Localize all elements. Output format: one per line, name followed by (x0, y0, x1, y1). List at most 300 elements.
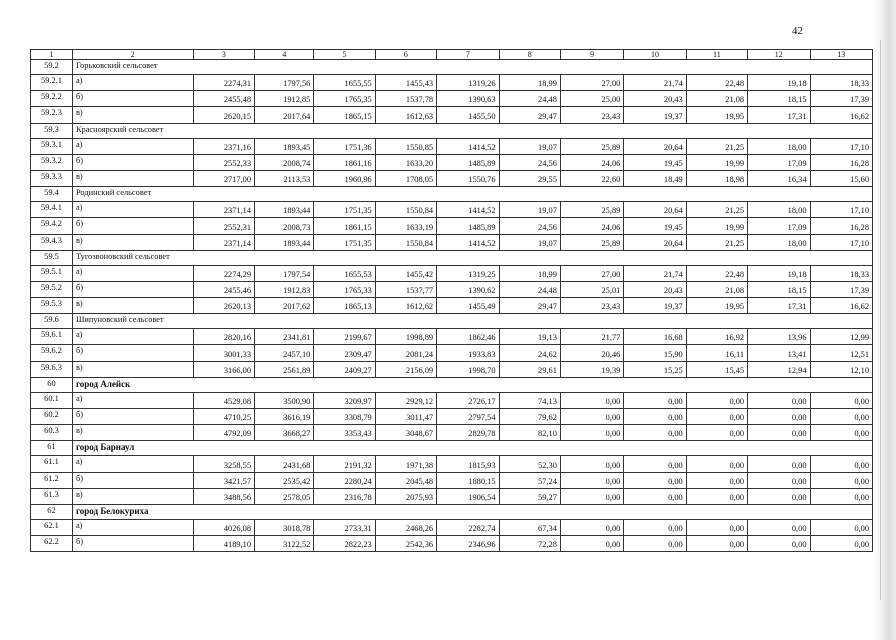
value-cell: 19,13 (499, 329, 560, 345)
value-cell: 1861,15 (314, 218, 375, 234)
value-cell: 0,00 (810, 488, 873, 504)
value-cell: 1414,52 (437, 234, 499, 250)
row-code: 59.2.3 (31, 107, 73, 123)
table-row (31, 265, 873, 281)
section-row (31, 187, 873, 202)
table-row (31, 519, 873, 535)
value-cell: 1893,45 (255, 138, 314, 154)
value-cell: 25,01 (560, 281, 623, 297)
row-label: а) (72, 519, 193, 535)
value-cell: 2552,33 (193, 154, 254, 170)
row-code: 59.4.3 (31, 234, 73, 250)
value-cell: 0,00 (560, 409, 623, 425)
value-cell: 18,33 (810, 265, 873, 281)
row-label: а) (72, 75, 193, 91)
row-code: 61.1 (31, 456, 73, 472)
table-row (31, 170, 873, 186)
page-edge-line (880, 40, 881, 600)
page-edge-shadow (872, 0, 896, 640)
table-row (31, 107, 873, 123)
row-code: 59.5.3 (31, 298, 73, 314)
row-label: в) (72, 425, 193, 441)
value-cell: 0,00 (748, 536, 810, 552)
value-cell: 1537,77 (375, 281, 436, 297)
value-cell: 18,15 (748, 91, 810, 107)
value-cell: 2191,32 (314, 456, 375, 472)
value-cell: 19,07 (499, 138, 560, 154)
value-cell: 3488,56 (193, 488, 254, 504)
row-label: а) (72, 138, 193, 154)
section-title: Родинский сельсовет (72, 187, 872, 202)
value-cell: 24,62 (499, 345, 560, 361)
section-row (31, 504, 873, 519)
value-cell: 2829,78 (437, 425, 499, 441)
section-code: 62 (31, 504, 73, 519)
value-cell: 18,00 (748, 138, 810, 154)
table-row (31, 329, 873, 345)
value-cell: 1998,70 (437, 361, 499, 377)
value-cell: 2017,64 (255, 107, 314, 123)
value-cell: 2045,48 (375, 472, 436, 488)
value-cell: 0,00 (686, 425, 747, 441)
value-cell: 4792,09 (193, 425, 254, 441)
row-label: а) (72, 456, 193, 472)
row-label: а) (72, 202, 193, 218)
section-code: 59.2 (31, 60, 73, 75)
value-cell: 19,39 (560, 361, 623, 377)
column-header: 9 (560, 50, 623, 60)
value-cell: 29,55 (499, 170, 560, 186)
value-cell: 0,00 (810, 425, 873, 441)
value-cell: 20,64 (624, 234, 686, 250)
value-cell: 18,33 (810, 75, 873, 91)
value-cell: 29,47 (499, 107, 560, 123)
value-cell: 15,45 (686, 361, 747, 377)
value-cell: 1797,54 (255, 265, 314, 281)
value-cell: 0,00 (624, 536, 686, 552)
value-cell: 19,18 (748, 265, 810, 281)
value-cell: 1865,15 (314, 107, 375, 123)
value-cell: 19,07 (499, 202, 560, 218)
section-code: 59.4 (31, 187, 73, 202)
value-cell: 1414,52 (437, 202, 499, 218)
value-cell: 19,99 (686, 154, 747, 170)
value-cell: 1998,89 (375, 329, 436, 345)
value-cell: 21,74 (624, 75, 686, 91)
value-cell: 2156,09 (375, 361, 436, 377)
value-cell: 16,28 (810, 154, 873, 170)
value-cell: 1550,76 (437, 170, 499, 186)
column-header: 1 (31, 50, 73, 60)
section-title: город Белокуриха (72, 504, 872, 519)
value-cell: 2282,74 (437, 519, 499, 535)
table-row (31, 425, 873, 441)
value-cell: 12,51 (810, 345, 873, 361)
value-cell: 17,10 (810, 138, 873, 154)
value-cell: 1765,33 (314, 281, 375, 297)
value-cell: 2017,62 (255, 298, 314, 314)
value-cell: 16,28 (810, 218, 873, 234)
table-row (31, 298, 873, 314)
value-cell: 4189,10 (193, 536, 254, 552)
value-cell: 16,62 (810, 298, 873, 314)
section-row (31, 123, 873, 138)
value-cell: 1751,36 (314, 138, 375, 154)
value-cell: 2371,14 (193, 202, 254, 218)
value-cell: 2820,16 (193, 329, 254, 345)
value-cell: 2620,13 (193, 298, 254, 314)
value-cell: 17,09 (748, 154, 810, 170)
value-cell: 16,92 (686, 329, 747, 345)
value-cell: 21,25 (686, 202, 747, 218)
value-cell: 20,64 (624, 202, 686, 218)
value-cell: 20,43 (624, 91, 686, 107)
table-row (31, 345, 873, 361)
value-cell: 1765,35 (314, 91, 375, 107)
value-cell: 17,10 (810, 202, 873, 218)
value-cell: 2717,00 (193, 170, 254, 186)
value-cell: 2008,74 (255, 154, 314, 170)
value-cell: 67,34 (499, 519, 560, 535)
value-cell: 0,00 (748, 472, 810, 488)
value-cell: 2542,36 (375, 536, 436, 552)
section-title: Горьковский сельсовет (72, 60, 872, 75)
value-cell: 16,62 (810, 107, 873, 123)
table-row (31, 154, 873, 170)
section-code: 59.5 (31, 250, 73, 265)
value-cell: 3011,47 (375, 409, 436, 425)
value-cell: 21,08 (686, 91, 747, 107)
value-cell: 21,25 (686, 138, 747, 154)
section-row (31, 377, 873, 392)
value-cell: 2341,81 (255, 329, 314, 345)
value-cell: 1485,89 (437, 154, 499, 170)
value-cell: 4710,25 (193, 409, 254, 425)
value-cell: 19,07 (499, 234, 560, 250)
value-cell: 17,31 (748, 107, 810, 123)
value-cell: 18,49 (624, 170, 686, 186)
value-cell: 0,00 (810, 519, 873, 535)
section-row (31, 250, 873, 265)
value-cell: 21,77 (560, 329, 623, 345)
section-code: 61 (31, 441, 73, 456)
value-cell: 2199,67 (314, 329, 375, 345)
value-cell: 1933,83 (437, 345, 499, 361)
value-cell: 2929,12 (375, 392, 436, 408)
value-cell: 0,00 (748, 519, 810, 535)
value-cell: 1960,96 (314, 170, 375, 186)
value-cell: 1655,55 (314, 75, 375, 91)
section-code: 59.3 (31, 123, 73, 138)
value-cell: 1862,46 (437, 329, 499, 345)
value-cell: 23,43 (560, 107, 623, 123)
row-code: 59.3.2 (31, 154, 73, 170)
value-cell: 2346,96 (437, 536, 499, 552)
row-code: 60.3 (31, 425, 73, 441)
value-cell: 3209,97 (314, 392, 375, 408)
section-row (31, 314, 873, 329)
value-cell: 1861,16 (314, 154, 375, 170)
value-cell: 15,25 (624, 361, 686, 377)
row-code: 59.6.1 (31, 329, 73, 345)
value-cell: 0,00 (810, 409, 873, 425)
value-cell: 19,45 (624, 154, 686, 170)
table-row (31, 218, 873, 234)
value-cell: 1912,83 (255, 281, 314, 297)
value-cell: 17,39 (810, 91, 873, 107)
row-code: 62.1 (31, 519, 73, 535)
row-label: а) (72, 265, 193, 281)
value-cell: 1708,05 (375, 170, 436, 186)
value-cell: 0,00 (560, 488, 623, 504)
value-cell: 72,28 (499, 536, 560, 552)
value-cell: 0,00 (686, 456, 747, 472)
row-label: а) (72, 392, 193, 408)
column-header: 6 (375, 50, 436, 60)
value-cell: 17,09 (748, 218, 810, 234)
value-cell: 12,94 (748, 361, 810, 377)
value-cell: 0,00 (624, 456, 686, 472)
value-cell: 0,00 (560, 456, 623, 472)
value-cell: 19,95 (686, 298, 747, 314)
value-cell: 1612,63 (375, 107, 436, 123)
value-cell: 0,00 (748, 409, 810, 425)
value-cell: 18,00 (748, 202, 810, 218)
value-cell: 16,11 (686, 345, 747, 361)
value-cell: 19,18 (748, 75, 810, 91)
value-cell: 82,10 (499, 425, 560, 441)
value-cell: 1485,89 (437, 218, 499, 234)
value-cell: 0,00 (560, 519, 623, 535)
row-code: 61.2 (31, 472, 73, 488)
value-cell: 2578,05 (255, 488, 314, 504)
value-cell: 3421,57 (193, 472, 254, 488)
value-cell: 2455,46 (193, 281, 254, 297)
column-header: 10 (624, 50, 686, 60)
value-cell: 19,99 (686, 218, 747, 234)
section-title: Красноярский сельсовет (72, 123, 872, 138)
value-cell: 1550,84 (375, 234, 436, 250)
table-row (31, 202, 873, 218)
value-cell: 20,46 (560, 345, 623, 361)
row-label: в) (72, 488, 193, 504)
value-cell: 1455,42 (375, 265, 436, 281)
value-cell: 20,43 (624, 281, 686, 297)
value-cell: 18,15 (748, 281, 810, 297)
value-cell: 0,00 (624, 488, 686, 504)
header-row (31, 50, 873, 60)
value-cell: 17,31 (748, 298, 810, 314)
row-label: в) (72, 234, 193, 250)
table-row (31, 234, 873, 250)
value-cell: 3668,27 (255, 425, 314, 441)
value-cell: 25,89 (560, 202, 623, 218)
tariff-table (30, 49, 873, 552)
value-cell: 27,00 (560, 265, 623, 281)
value-cell: 3048,67 (375, 425, 436, 441)
row-code: 59.6.2 (31, 345, 73, 361)
value-cell: 74,13 (499, 392, 560, 408)
table-row (31, 392, 873, 408)
value-cell: 2552,31 (193, 218, 254, 234)
row-label: в) (72, 170, 193, 186)
value-cell: 1865,13 (314, 298, 375, 314)
value-cell: 0,00 (810, 536, 873, 552)
value-cell: 1319,26 (437, 75, 499, 91)
value-cell: 3018,78 (255, 519, 314, 535)
value-cell: 0,00 (686, 536, 747, 552)
value-cell: 0,00 (748, 456, 810, 472)
value-cell: 24,06 (560, 218, 623, 234)
value-cell: 52,30 (499, 456, 560, 472)
table-row (31, 488, 873, 504)
value-cell: 2535,42 (255, 472, 314, 488)
value-cell: 0,00 (560, 472, 623, 488)
value-cell: 0,00 (624, 425, 686, 441)
section-title: город Алейск (72, 377, 872, 392)
value-cell: 3616,19 (255, 409, 314, 425)
value-cell: 21,25 (686, 234, 747, 250)
value-cell: 0,00 (686, 409, 747, 425)
row-label: б) (72, 154, 193, 170)
table-row (31, 361, 873, 377)
column-header: 12 (748, 50, 810, 60)
table-row (31, 281, 873, 297)
page-number: 42 (792, 25, 803, 37)
value-cell: 57,24 (499, 472, 560, 488)
section-row (31, 60, 873, 75)
value-cell: 27,00 (560, 75, 623, 91)
value-cell: 1319,25 (437, 265, 499, 281)
column-header: 11 (686, 50, 747, 60)
value-cell: 25,89 (560, 234, 623, 250)
row-code: 59.4.2 (31, 218, 73, 234)
value-cell: 4529,08 (193, 392, 254, 408)
value-cell: 3308,79 (314, 409, 375, 425)
value-cell: 1550,84 (375, 202, 436, 218)
value-cell: 19,45 (624, 218, 686, 234)
value-cell: 22,48 (686, 265, 747, 281)
value-cell: 2113,53 (255, 170, 314, 186)
row-code: 59.2.2 (31, 91, 73, 107)
value-cell: 2309,47 (314, 345, 375, 361)
value-cell: 0,00 (624, 409, 686, 425)
value-cell: 3500,90 (255, 392, 314, 408)
row-code: 59.6.3 (31, 361, 73, 377)
value-cell: 1880,15 (437, 472, 499, 488)
row-code: 61.3 (31, 488, 73, 504)
value-cell: 1390,63 (437, 91, 499, 107)
value-cell: 0,00 (748, 425, 810, 441)
value-cell: 1390,62 (437, 281, 499, 297)
value-cell: 1893,44 (255, 202, 314, 218)
table-row (31, 91, 873, 107)
value-cell: 25,00 (560, 91, 623, 107)
value-cell: 16,34 (748, 170, 810, 186)
value-cell: 3353,43 (314, 425, 375, 441)
value-cell: 1906,54 (437, 488, 499, 504)
value-cell: 0,00 (686, 472, 747, 488)
row-label: в) (72, 298, 193, 314)
value-cell: 0,00 (748, 392, 810, 408)
column-header: 8 (499, 50, 560, 60)
value-cell: 0,00 (624, 519, 686, 535)
value-cell: 1797,56 (255, 75, 314, 91)
column-header: 5 (314, 50, 375, 60)
row-label: б) (72, 536, 193, 552)
value-cell: 17,10 (810, 234, 873, 250)
value-cell: 0,00 (810, 472, 873, 488)
value-cell: 17,39 (810, 281, 873, 297)
value-cell: 1751,35 (314, 202, 375, 218)
row-label: б) (72, 472, 193, 488)
value-cell: 2726,17 (437, 392, 499, 408)
value-cell: 1893,44 (255, 234, 314, 250)
column-header: 2 (72, 50, 193, 60)
section-code: 60 (31, 377, 73, 392)
value-cell: 0,00 (686, 488, 747, 504)
value-cell: 0,00 (624, 392, 686, 408)
value-cell: 2075,93 (375, 488, 436, 504)
value-cell: 2457,10 (255, 345, 314, 361)
value-cell: 1455,43 (375, 75, 436, 91)
value-cell: 19,95 (686, 107, 747, 123)
value-cell: 23,43 (560, 298, 623, 314)
value-cell: 0,00 (560, 536, 623, 552)
value-cell: 2797,54 (437, 409, 499, 425)
table-row (31, 456, 873, 472)
value-cell: 2431,68 (255, 456, 314, 472)
value-cell: 3001,33 (193, 345, 254, 361)
value-cell: 1815,93 (437, 456, 499, 472)
value-cell: 0,00 (810, 392, 873, 408)
row-label: в) (72, 361, 193, 377)
value-cell: 2468,26 (375, 519, 436, 535)
value-cell: 20,64 (624, 138, 686, 154)
value-cell: 0,00 (748, 488, 810, 504)
value-cell: 24,06 (560, 154, 623, 170)
row-code: 59.5.2 (31, 281, 73, 297)
value-cell: 2733,31 (314, 519, 375, 535)
table-body (31, 50, 873, 552)
value-cell: 79,62 (499, 409, 560, 425)
value-cell: 4026,08 (193, 519, 254, 535)
value-cell: 12,10 (810, 361, 873, 377)
section-row (31, 441, 873, 456)
value-cell: 2274,31 (193, 75, 254, 91)
value-cell: 2822,23 (314, 536, 375, 552)
value-cell: 18,99 (499, 75, 560, 91)
table-row (31, 536, 873, 552)
row-code: 59.3.1 (31, 138, 73, 154)
value-cell: 18,99 (499, 265, 560, 281)
value-cell: 1751,35 (314, 234, 375, 250)
value-cell: 2620,15 (193, 107, 254, 123)
section-title: город Барнаул (72, 441, 872, 456)
value-cell: 25,89 (560, 138, 623, 154)
value-cell: 0,00 (560, 425, 623, 441)
column-header: 4 (255, 50, 314, 60)
value-cell: 1455,49 (437, 298, 499, 314)
value-cell: 24,48 (499, 91, 560, 107)
row-label: б) (72, 409, 193, 425)
value-cell: 2316,78 (314, 488, 375, 504)
value-cell: 12,99 (810, 329, 873, 345)
value-cell: 1414,52 (437, 138, 499, 154)
value-cell: 22,60 (560, 170, 623, 186)
value-cell: 16,68 (624, 329, 686, 345)
row-label: б) (72, 345, 193, 361)
